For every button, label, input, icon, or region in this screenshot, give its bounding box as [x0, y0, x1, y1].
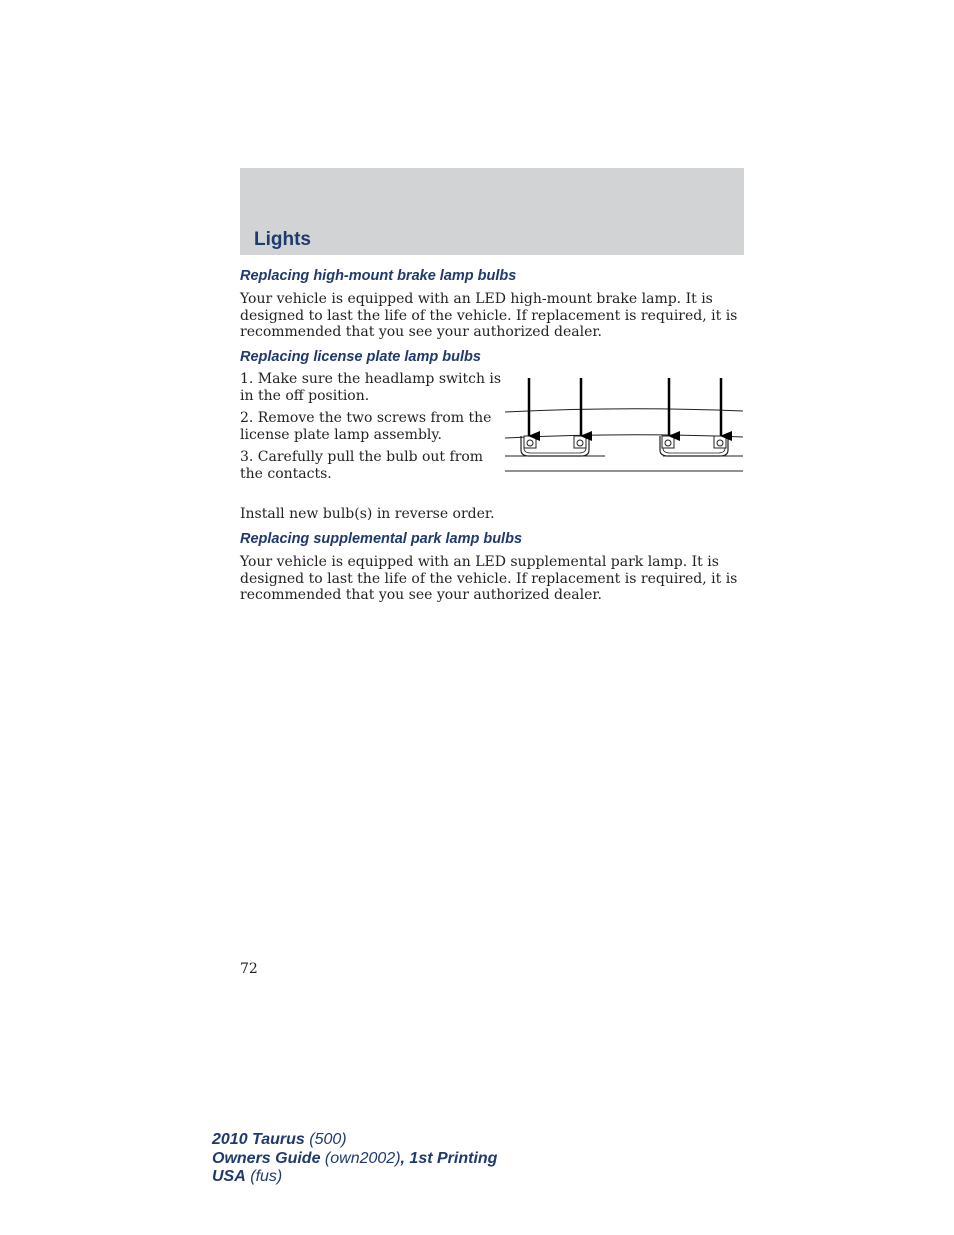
- step-line: the contacts.: [240, 466, 332, 482]
- install-note: Install new bulb(s) in reverse order.: [240, 506, 495, 522]
- step-2: [240, 410, 502, 444]
- paragraph-line: recommended that you see your authorized dealer.: [240, 324, 602, 340]
- step-1: [240, 371, 502, 405]
- footer-guide-code: (own2002): [324, 1149, 401, 1167]
- step-line: license plate lamp assembly.: [240, 427, 442, 443]
- section-title: Lights: [254, 229, 311, 250]
- footer-model-code: (500): [309, 1131, 347, 1148]
- page-number: 72: [240, 961, 258, 977]
- footer-line-guide: [212, 1150, 497, 1169]
- step-line: 3. Carefully pull the bulb out from: [240, 449, 484, 465]
- left-lamp-assembly: [521, 436, 589, 456]
- footer-line-model: [212, 1131, 497, 1150]
- fascia-line: [505, 435, 743, 438]
- footer-printing: , 1st Printing: [400, 1149, 498, 1167]
- heading-brake-lamp: Replacing high-mount brake lamp bulbs: [240, 268, 517, 284]
- footer-guide: Owners Guide: [212, 1149, 321, 1167]
- fascia-line: [505, 409, 743, 412]
- footer-region-code: (fus): [250, 1168, 283, 1185]
- heading-park-lamp: Replacing supplemental park lamp bulbs: [240, 531, 523, 547]
- step-line: 2. Remove the two screws from the: [240, 410, 492, 426]
- section-header-band: [240, 168, 744, 255]
- paragraph-park-lamp: [240, 554, 740, 604]
- paragraph-line: recommended that you see your authorized dealer.: [240, 587, 602, 603]
- footer-model: 2010 Taurus: [212, 1131, 305, 1148]
- paragraph-line: Your vehicle is equipped with an LED supplemental park lamp. It is: [240, 554, 719, 570]
- step-line: 1. Make sure the headlamp switch is: [240, 371, 502, 387]
- license-lamp-illustration: [505, 374, 745, 478]
- paragraph-line: designed to last the life of the vehicle. If replacement is required, it is: [240, 570, 738, 587]
- paragraph-line: designed to last the life of the vehicle. If replacement is required, it is: [240, 307, 738, 324]
- document-footer: [212, 1131, 497, 1187]
- step-3: [240, 449, 502, 483]
- right-lamp-assembly: [660, 436, 728, 456]
- step-line: in the off position.: [240, 388, 370, 404]
- footer-line-region: [212, 1168, 497, 1187]
- footer-region: USA: [212, 1168, 246, 1185]
- paragraph-line: Your vehicle is equipped with an LED high-mount brake lamp. It is: [240, 291, 713, 307]
- heading-license-lamp: Replacing license plate lamp bulbs: [240, 349, 481, 365]
- paragraph-brake-lamp: [240, 291, 740, 341]
